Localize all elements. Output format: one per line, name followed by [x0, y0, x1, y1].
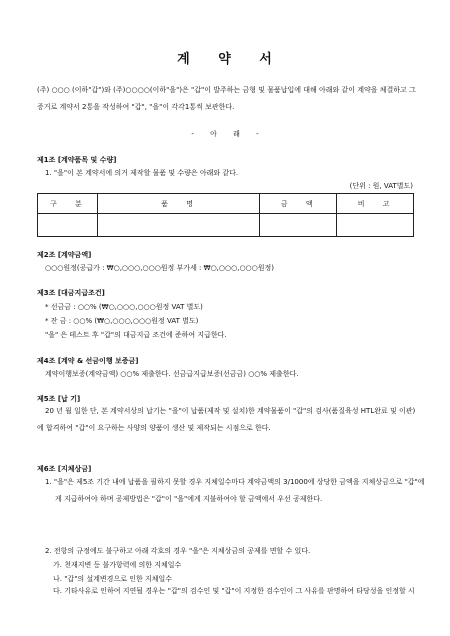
contract-amount: ○○○원정(공급가 : ₩○,○○○,○○○원정 부가세 : ₩○,○○○,○○○원정)	[45, 264, 275, 272]
penalty-sub-1: 가. 천재지변 등 불가항력에 의한 지체일수	[53, 561, 182, 569]
intro-paragraph: (주) ○○○ (이하"갑")와 (주)○○○○(이하"을")은 "갑"이 발주하는 금형 및 물품납입에 대해 아래와 같이 계약을 체결하고 그 증거로 계약서 2통을 작성하여 "갑", "을"이 각각1통씩 보관한다.	[37, 86, 416, 111]
document-title: 계 약 서	[177, 52, 273, 67]
penalty-item-2: 2. 전항의 규정에도 불구하고 아래 각호의 경우 "을"은 지체상금의 공제를 면할 수 있다.	[45, 547, 311, 555]
col-header-remarks: 비 고	[337, 194, 414, 214]
article1-heading: 제1조 [계약품목 및 수량]	[37, 156, 117, 164]
article1-line: 1. "을"이 본 계약서에 의거 제작할 물품 및 수량은 아래와 같다.	[45, 169, 239, 177]
payment-condition: "을" 은 테스트 후 "갑"의 대금지급 조건에 준하여 지급한다.	[45, 331, 227, 339]
items-table	[37, 193, 414, 237]
col-header-amount: 금 액	[260, 194, 337, 214]
section-separator: - 아 래 -	[191, 130, 259, 138]
penalty-sub-2: 나. "갑"의 설계변경으로 인한 지체일수	[53, 575, 172, 583]
penalty-sub-3: 다. 기타사유로 인하여 지연될 경우는 "갑"의 검수인 및 "갑"이 지정한 검수인이 그 사유를 판명하여 타당성을 인정할 시	[53, 587, 415, 595]
col-header-item-name: 품 명	[97, 194, 260, 214]
col-header-category: 구 분	[38, 194, 98, 214]
table-header-row	[38, 194, 414, 214]
guarantee-text: 계약이행보증(계약금액) ○○% 제출한다. 선금급지급보증(선금금) ○○% 제출한다.	[45, 370, 299, 378]
balance-payment: * 잔 금 : ○○% (₩○,○○○,○○○원정 VAT 별도)	[45, 317, 199, 325]
table-cell	[337, 214, 414, 237]
table-cell	[260, 214, 337, 237]
table-row	[38, 214, 414, 237]
article3-heading: 제3조 [대금지급조건]	[37, 289, 105, 297]
table-cell	[97, 214, 260, 237]
table-cell	[38, 214, 98, 237]
advance-payment: * 선금금 : ○○% (₩○,○○○,○○○원정 VAT 별도)	[45, 303, 203, 311]
article5-heading: 제5조 [납 기]	[37, 395, 81, 403]
delivery-text: 20 년 월 일한 단, 본 계약서상의 납기는 "을"이 납품(제작 및 설치)한 계약물품이 "갑"의 검사(품질육성 HTL완료 및 이관)에 합격하여 "갑"이 요구하는 사양의 양품이 생산 및 제작되는 시점으로 한다.	[37, 407, 416, 432]
article4-heading: 제4조 [계약 & 선금이행 보증금]	[37, 357, 139, 365]
article6-heading: 제6조 [지체상금]	[37, 465, 92, 473]
unit-note: (단위 : 원, VAT별도)	[349, 182, 413, 190]
penalty-item-1: 1. "을"은 제5조 기간 내에 납품을 필하지 못할 경우 지체일수마다 계약금액의 3/1000에 상당한 금액을 지체상금으로 "갑"에게 지급하여야 하며 공제방법은 "갑"이 "을"에게 지불하여야 할 금액에서 우선 공제한다.	[45, 478, 425, 503]
article2-heading: 제2조 [계약금액]	[37, 251, 92, 259]
